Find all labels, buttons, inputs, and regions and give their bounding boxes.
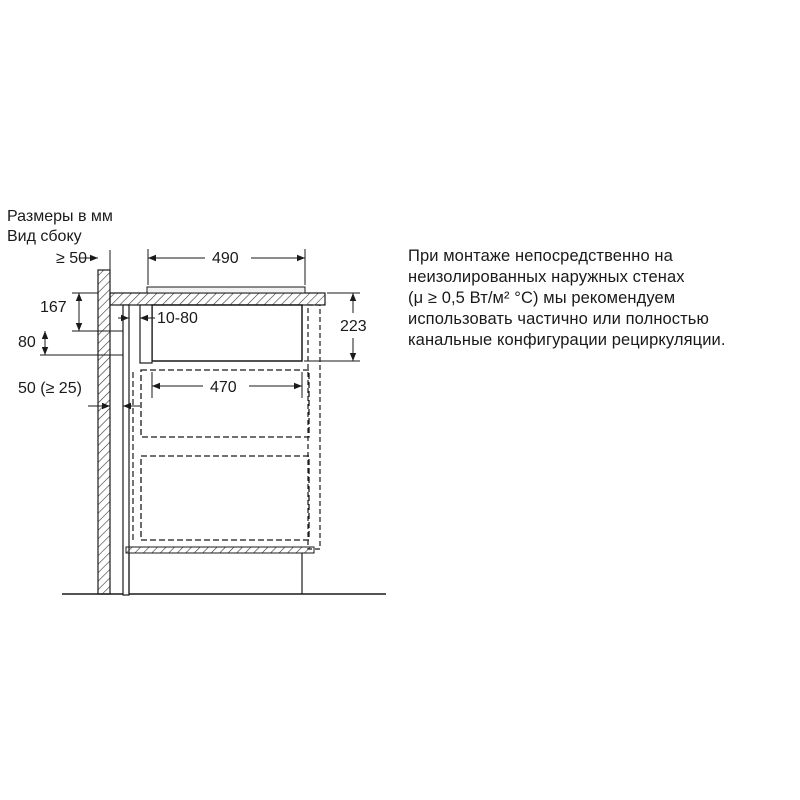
cabinet-side-panel xyxy=(308,305,320,549)
diagram-title: Размеры в мм xyxy=(7,208,113,225)
dim-167-label: 167 xyxy=(40,299,67,316)
dim-10-80-label: 10-80 xyxy=(157,310,198,327)
note-line: использовать частично или полностью xyxy=(408,310,709,328)
diagram-subtitle: Вид сбоку xyxy=(7,228,82,245)
wall xyxy=(98,270,110,594)
dim-wall-gap-label: 50 (≥ 25) xyxy=(18,380,82,397)
drawer-lower xyxy=(141,456,309,540)
dim-80-label: 80 xyxy=(18,334,36,351)
extraction-module xyxy=(140,305,152,363)
dim-470-label: 470 xyxy=(210,379,237,396)
worktop xyxy=(110,293,325,305)
note-line: канальные конфигурации рециркуляции. xyxy=(408,331,726,349)
note-line: При монтаже непосредственно на xyxy=(408,247,673,265)
dim-wall-clearance-label: ≥ 50 xyxy=(56,250,88,267)
cabinet-base xyxy=(126,547,314,553)
dim-223-label: 223 xyxy=(340,318,367,335)
hob-glass xyxy=(147,287,305,293)
note-line: (μ ≥ 0,5 Вт/м² °C) мы рекомендуем xyxy=(408,289,676,307)
note-line: неизолированных наружных стенах xyxy=(408,268,685,286)
installation-note xyxy=(408,246,788,351)
dim-490-label: 490 xyxy=(212,250,239,267)
